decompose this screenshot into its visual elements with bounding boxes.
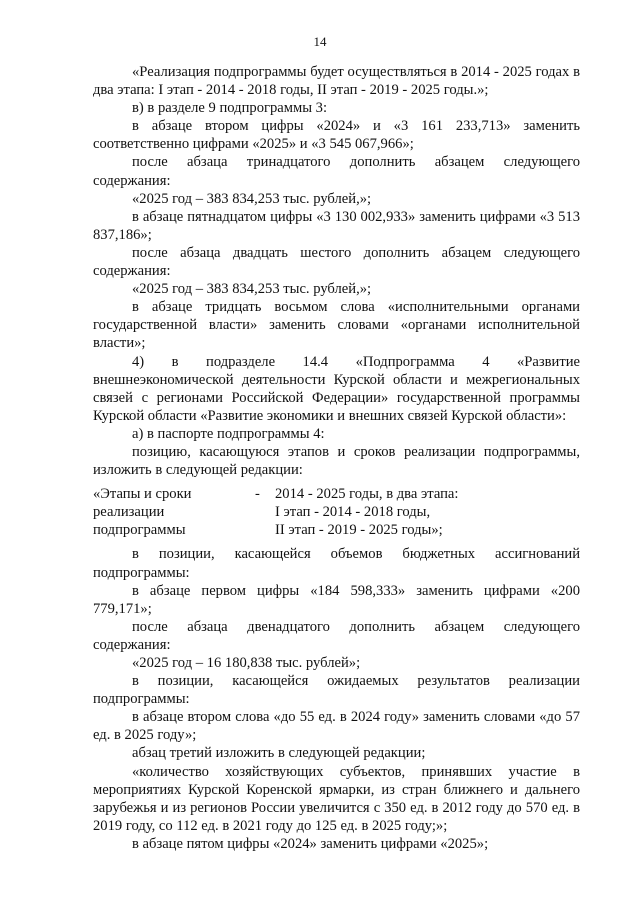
paragraph: «2025 год – 383 834,253 тыс. рублей,»; — [132, 281, 372, 298]
paragraph: в позиции, касающейся ожидаемых результатов реализации подпрограммы: — [93, 673, 580, 708]
paragraph: абзац третий изложить в следующей редакции; — [132, 745, 426, 762]
stages-value-line: 2014 - 2025 годы, в два этапа: — [275, 486, 459, 503]
stages-value-line: I этап - 2014 - 2018 годы, — [275, 504, 431, 521]
paragraph: а) в паспорте подпрограммы 4: — [132, 425, 325, 442]
stages-table-value — [275, 485, 580, 539]
document-body — [93, 63, 580, 853]
paragraph: «Реализация подпрограммы будет осуществляться в 2014 - 2025 годах в два этапа: I этап - 2014 - 2018 годы, II этап - 2019 - 2025 годы.»; — [93, 64, 580, 99]
paragraph: после абзаца двадцать шестого дополнить абзацем следующего содержания: — [93, 244, 580, 280]
paragraph: после абзаца тринадцатого дополнить абзацем следующего содержания: — [93, 154, 580, 189]
stages-table — [93, 485, 580, 539]
stages-label-line: подпрограммы — [93, 522, 186, 539]
paragraph: «2025 год – 383 834,253 тыс. рублей,»; — [132, 190, 372, 207]
stages-label-line: «Этапы и сроки — [93, 486, 192, 503]
paragraph: в) в разделе 9 подпрограммы 3: — [132, 100, 328, 117]
paragraph: «2025 год – 16 180,838 тыс. рублей»; — [132, 655, 361, 671]
paragraph: в абзаце пятом цифры «2024» заменить цифрами «2025»; — [132, 835, 489, 852]
paragraph: в абзаце втором слова «до 55 ед. в 2024 году» заменить словами «до 57 ед. в 2025 году»; — [93, 709, 580, 744]
paragraph: «количество хозяйствующих субъектов, принявших участие в мероприятиях Курской Коренской ярмарки, из стран ближнего и дальнего зарубежья и из регионов России увеличится с 350 ед. в 2012 году до 570 ед. в 2019 году, со 112 ед. в 2021 году до 125 ед. в 2025 году;»; — [93, 763, 580, 834]
page-number: 14 — [313, 34, 327, 49]
paragraph: в абзаце тридцать восьмом слова «исполнительными органами государственной власти» заменить словами «органами исполнительной власти»; — [93, 299, 580, 352]
paragraph: в абзаце втором цифры «2024» и «3 161 233,713» заменить соответственно цифрами «2025» и «3 545 067,966»; — [93, 118, 580, 153]
stages-label-line: реализации — [93, 504, 165, 521]
paragraph: после абзаца двенадцатого дополнить абзацем следующего содержания: — [93, 618, 580, 653]
stages-table-dash: - — [255, 486, 260, 503]
paragraph: в позиции, касающейся объемов бюджетных ассигнований подпрограммы: — [93, 546, 580, 581]
paragraph: в абзаце первом цифры «184 598,333» заменить цифрами «200 779,171»; — [93, 582, 580, 617]
paragraph: 4) в подразделе 14.4 «Подпрограмма 4 «Развитие внешнеэкономической деятельности Курской области и межрегиональных связей с регионами Российской Федерации» государственной программы Курской области «Развитие экономики и внешних связей Курской области»: — [93, 353, 580, 424]
stages-table-label — [93, 485, 255, 539]
paragraph: в абзаце пятнадцатом цифры «3 130 002,933» заменить цифрами «3 513 837,186»; — [93, 208, 580, 243]
paragraph: позицию, касающуюся этапов и сроков реализации подпрограммы, изложить в следующей редакции: — [93, 443, 580, 479]
stages-value-line: II этап - 2019 - 2025 годы»; — [275, 522, 443, 539]
